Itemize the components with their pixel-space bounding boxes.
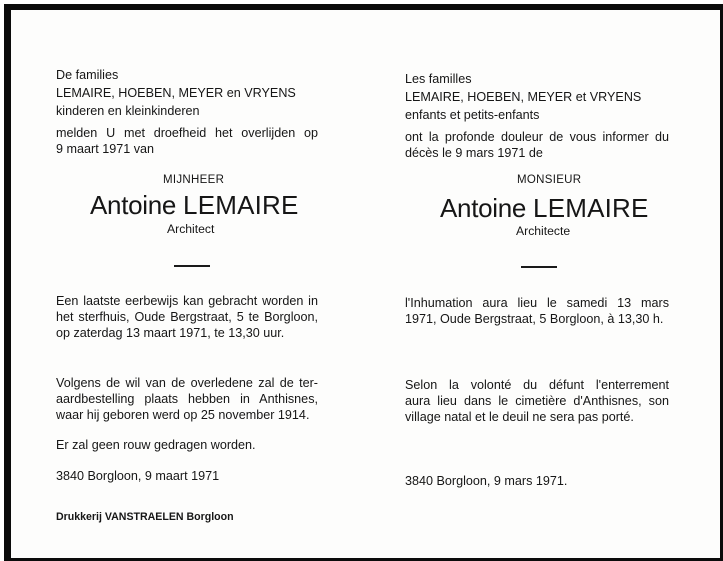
wish-line: aura lieu dans le cimetière d'Anthisnes, son xyxy=(405,394,669,408)
families-names: LEMAIRE, HOEBEN, MEYER en VRYENS xyxy=(56,86,296,100)
divider-rule xyxy=(521,266,557,268)
tribute-line: Een laatste eerbewijs kan gebracht worden in xyxy=(56,294,318,308)
profession: Architecte xyxy=(516,224,571,238)
tribute-paragraph xyxy=(56,293,318,341)
place-date: 3840 Borgloon, 9 maart 1971 xyxy=(56,469,220,483)
families-names: LEMAIRE, HOEBEN, MEYER et VRYENS xyxy=(405,90,642,104)
place-date: 3840 Borgloon, 9 mars 1971. xyxy=(405,474,568,488)
divider-rule xyxy=(174,265,210,267)
mourning-note: Er zal geen rouw gedragen worden. xyxy=(56,438,256,452)
burial-line: Volgens de wil van de overledene zal de ter- xyxy=(56,376,318,390)
profession: Architect xyxy=(167,222,215,236)
burial-paragraph xyxy=(56,375,318,423)
tribute-line: op zaterdag 13 maart 1971, te 13,30 uur. xyxy=(56,326,285,340)
burial-line: waar hij geboren werd op 25 november 1914. xyxy=(56,408,310,422)
announcement xyxy=(56,125,318,157)
deceased-name xyxy=(90,191,299,219)
honorific: MIJNHEER xyxy=(163,174,225,186)
wish-paragraph xyxy=(405,377,669,425)
wish-line: Selon la volonté du défunt l'enterrement xyxy=(405,378,669,392)
inhumation-paragraph xyxy=(405,295,669,327)
printer-credit: Drukkerij VANSTRAELEN Borgloon xyxy=(56,511,234,523)
announcement-line: ont la profonde douleur de vous informer du xyxy=(405,130,669,144)
announcement-line: melden U met droefheid het overlijden op xyxy=(56,126,318,140)
relatives: kinderen en kleinkinderen xyxy=(56,104,200,118)
inhumation-line: l'Inhumation aura lieu le samedi 13 mars xyxy=(405,296,669,310)
surname: LEMAIRE xyxy=(533,193,649,223)
deceased-name xyxy=(440,194,649,222)
announcement-line: 9 maart 1971 van xyxy=(56,142,155,156)
announcement xyxy=(405,129,669,161)
relatives: enfants et petits-enfants xyxy=(405,108,540,122)
card-frame xyxy=(4,4,723,561)
families-intro: De families xyxy=(56,68,119,82)
tribute-line: het sterfhuis, Oude Bergstraat, 5 te Borgloon, xyxy=(56,310,318,324)
first-name: Antoine xyxy=(90,190,177,220)
wish-line: village natal et le deuil ne sera pas porté. xyxy=(405,410,634,424)
honorific: MONSIEUR xyxy=(517,174,582,186)
surname: LEMAIRE xyxy=(183,190,299,220)
burial-line: aardbestelling plaats hebben in Anthisnes, xyxy=(56,392,318,406)
first-name: Antoine xyxy=(440,193,527,223)
announcement-line: décès le 9 mars 1971 de xyxy=(405,146,543,160)
families-intro: Les familles xyxy=(405,72,472,86)
inhumation-line: 1971, Oude Bergstraat, 5 Borgloon, à 13,30 h. xyxy=(405,312,664,326)
